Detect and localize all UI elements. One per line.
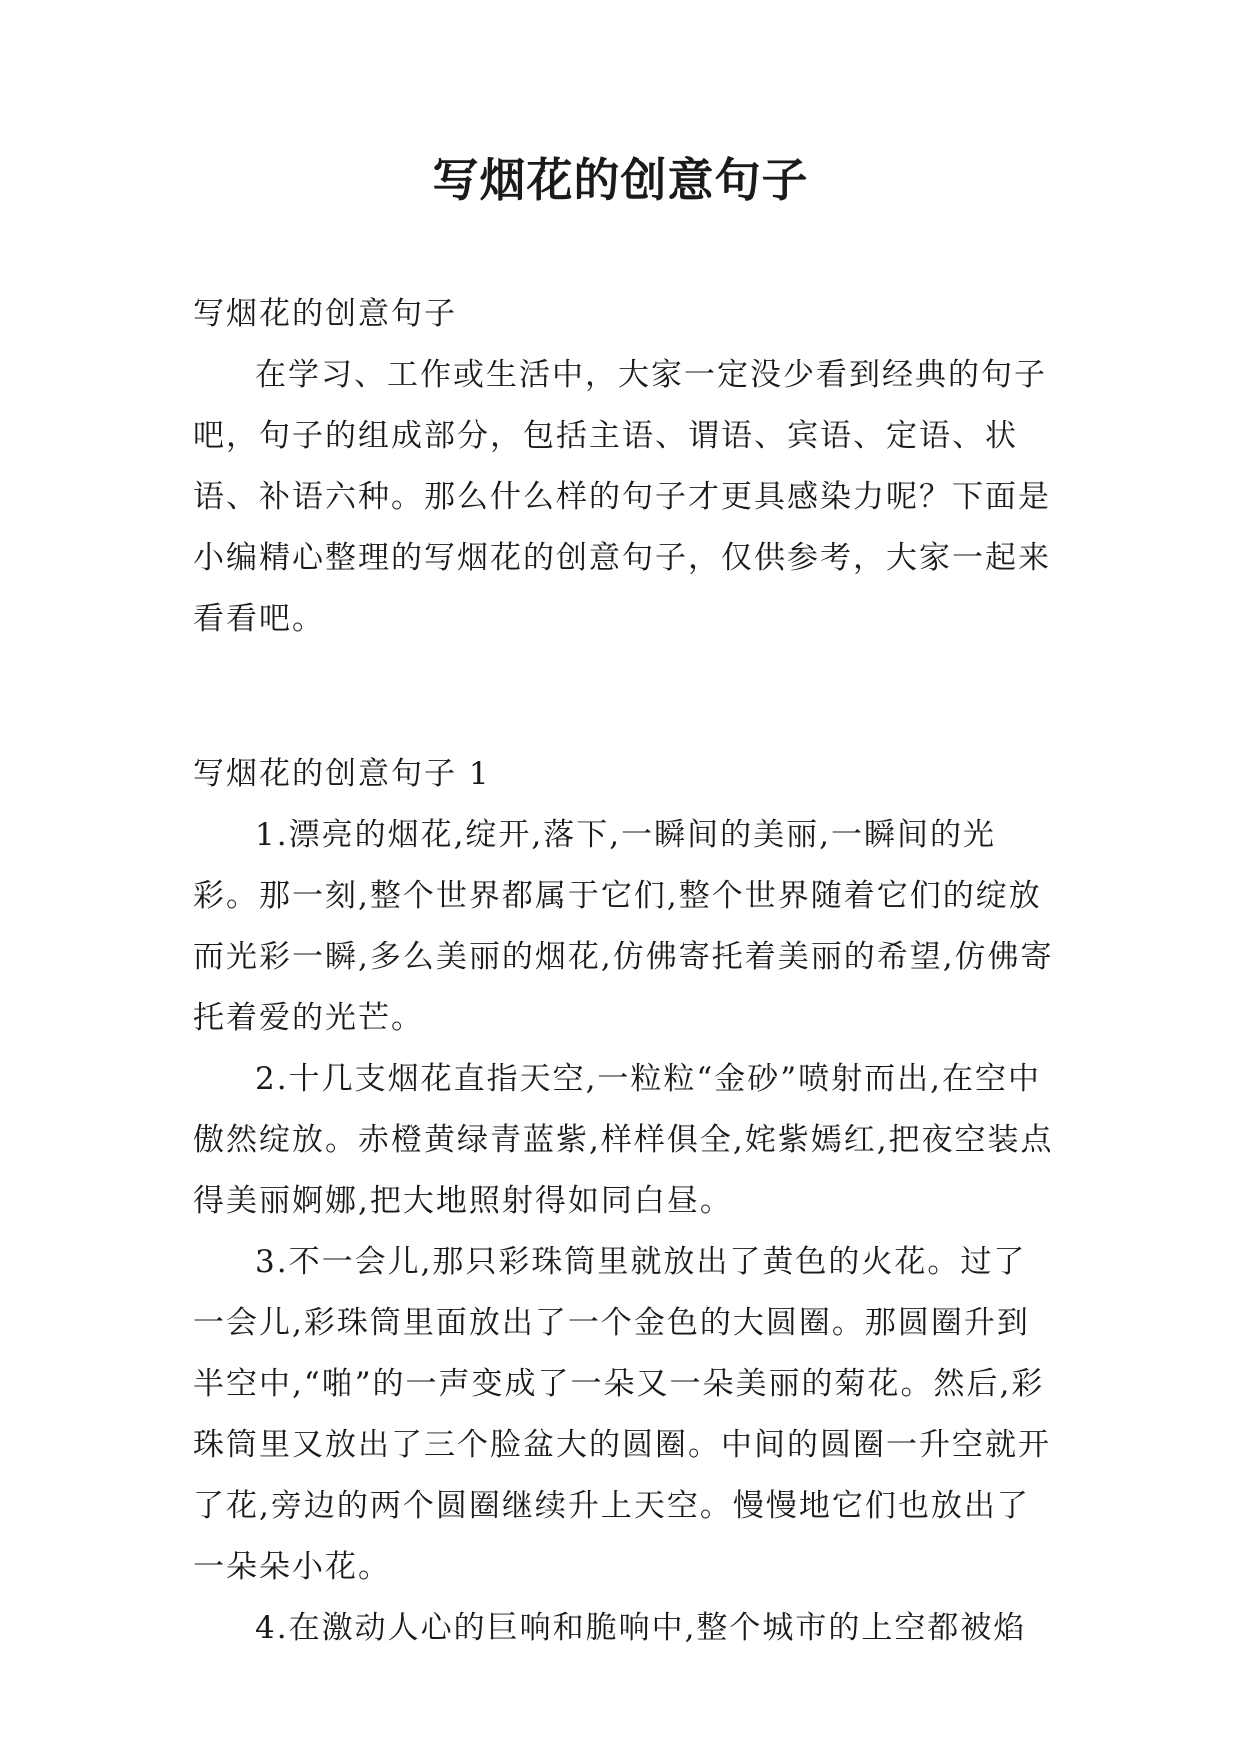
intro-heading: 写烟花的创意句子 — [193, 296, 457, 332]
document-title: 写烟花的创意句子 — [432, 153, 809, 207]
section-spacer — [193, 650, 1057, 744]
section-heading: 写烟花的创意句子 1 — [193, 756, 491, 792]
list-item: 4.在激动人心的巨响和脆响中,整个城市的上空都被焰 — [255, 1610, 1027, 1646]
list-item: 2.十几支烟花直指天空,一粒粒“金砂”喷射而出,在空中傲然绽放。赤橙黄绿青蓝紫,样样俱全,姹紫嫣红,把夜空装点得美丽婀娜,把大地照射得如同白昼。 — [193, 1061, 1054, 1219]
document-body — [193, 284, 1057, 1659]
list-item: 1.漂亮的烟花,绽开,落下,一瞬间的美丽,一瞬间的光彩。那一刻,整个世界都属于它们,整个世界随着它们的绽放而光彩一瞬,多么美丽的烟花,仿佛寄托着美丽的希望,仿佛寄托着爱的光芒。 — [193, 817, 1054, 1036]
intro-paragraph: 在学习、工作或生活中，大家一定没少看到经典的句子吧，句子的组成部分，包括主语、谓语、宾语、定语、状语、补语六种。那么什么样的句子才更具感染力呢？下面是小编精心整理的写烟花的创意句子，仅供参考，大家一起来看看吧。 — [193, 357, 1051, 637]
list-item: 3.不一会儿,那只彩珠筒里就放出了黄色的火花。过了一会儿,彩珠筒里面放出了一个金色的大圆圈。那圆圈升到半空中,“啪”的一声变成了一朵又一朵美丽的菊花。然后,彩珠筒里又放出了三个脸盆大的圆圈。中间的圆圈一升空就开了花,旁边的两个圆圈继续升上天空。慢慢地它们也放出了一朵朵小花。 — [193, 1244, 1051, 1585]
